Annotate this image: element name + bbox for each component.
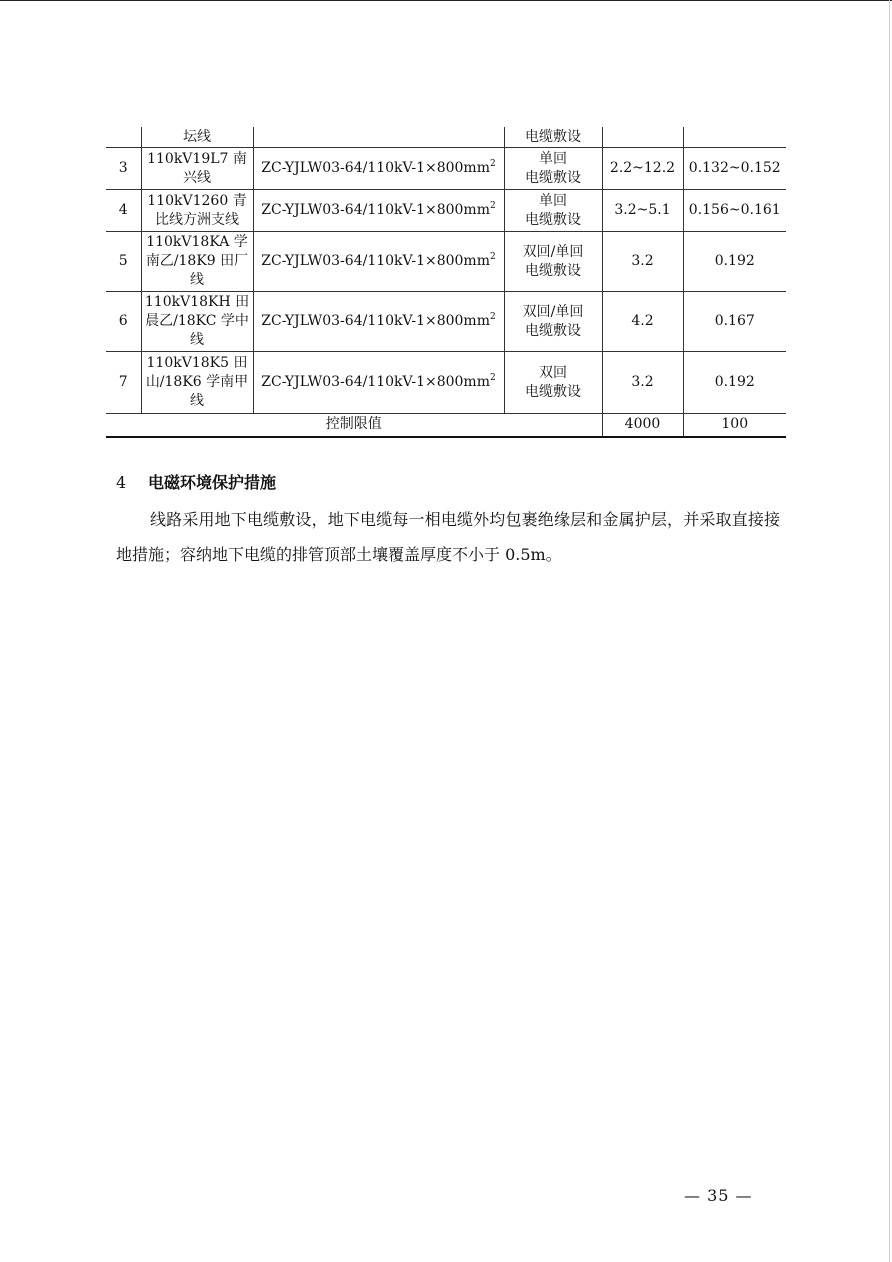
section-heading [116,470,276,493]
laying-method-cell: 单回 电缆敷设 [504,190,602,232]
value-cell-2: 0.192 [683,352,786,414]
cable-model-cell: $ZC-YJLW03-64/110kV-1\times 800mm^2$ [253,232,504,292]
table-row [106,148,786,190]
cable-model-cell: $ZC-YJLW03-64/110kV-1\times 800mm^2$ [253,190,504,232]
laying-method-cell: 单回 电缆敷设 [504,148,602,190]
line-name-cell: 110kV18KA 学南乙/18K9 田厂线 [141,232,253,292]
cable-model-cell: $ZC-YJLW03-64/110kV-1\times 800mm^2$ [253,148,504,190]
page-top-border [0,0,892,1]
value-cell-2: 0.192 [683,232,786,292]
table-row [106,190,786,232]
value-cell-1: 3.2 [602,232,683,292]
table-row [106,352,786,414]
value-cell-2: 0.167 [683,292,786,352]
line-name-cell: 110kV18KH 田晨乙/18KC 学中线 [141,292,253,352]
cable-model-cell [253,127,504,148]
page-right-edge [889,0,890,1262]
control-limit-value-1: 4000 [602,414,683,437]
section-number: 4 [116,473,127,492]
laying-method-cell: 电缆敷设 [504,127,602,148]
laying-method-cell: 双回 电缆敷设 [504,352,602,414]
row-number-cell: 3 [106,148,141,190]
line-name-cell: 110kV18K5 田山/18K6 学南甲线 [141,352,253,414]
table-row-continuation [106,127,786,148]
value-cell-1: 2.2~12.2 [602,148,683,190]
value-cell-1: 3.2~5.1 [602,190,683,232]
row-number-cell [106,127,141,148]
section-title: 电磁环境保护措施 [148,473,277,492]
control-limit-value-2: 100 [683,414,786,437]
line-name-cell: 110kV19L7 南兴线 [141,148,253,190]
value-cell-1 [602,127,683,148]
control-limit-label: 控制限值 [106,414,602,437]
value-cell-2: 0.132~0.152 [683,148,786,190]
row-number-cell: 6 [106,292,141,352]
table-row [106,232,786,292]
cable-model-cell: $ZC-YJLW03-64/110kV-1\times 800mm^2$ [253,292,504,352]
row-number-cell: 7 [106,352,141,414]
cable-model-cell: $ZC-YJLW03-64/110kV-1\times 800mm^2$ [253,352,504,414]
row-number-cell: 5 [106,232,141,292]
value-cell-2: 0.156~0.161 [683,190,786,232]
row-number-cell: 4 [106,190,141,232]
section-paragraph: 线路采用地下电缆敷设，地下电缆每一相电缆外均包裹绝缘层和金属护层，并采取直接接地措施；容纳地下电缆的排管顶部土壤覆盖厚度不小于 0.5m。 [116,510,780,564]
line-name-cell: 110kV1260 青比线方洲支线 [141,190,253,232]
table-row [106,292,786,352]
laying-method-cell: 双回/单回 电缆敷设 [504,292,602,352]
line-name-cell: 坛线 [141,127,253,148]
value-cell-1: 4.2 [602,292,683,352]
value-cell-1: 3.2 [602,352,683,414]
laying-method-cell: 双回/单回 电缆敷设 [504,232,602,292]
control-limit-row [106,414,786,437]
page-number: — 35 — [684,1186,753,1205]
value-cell-2 [683,127,786,148]
electromagnetic-results-table [106,127,786,438]
